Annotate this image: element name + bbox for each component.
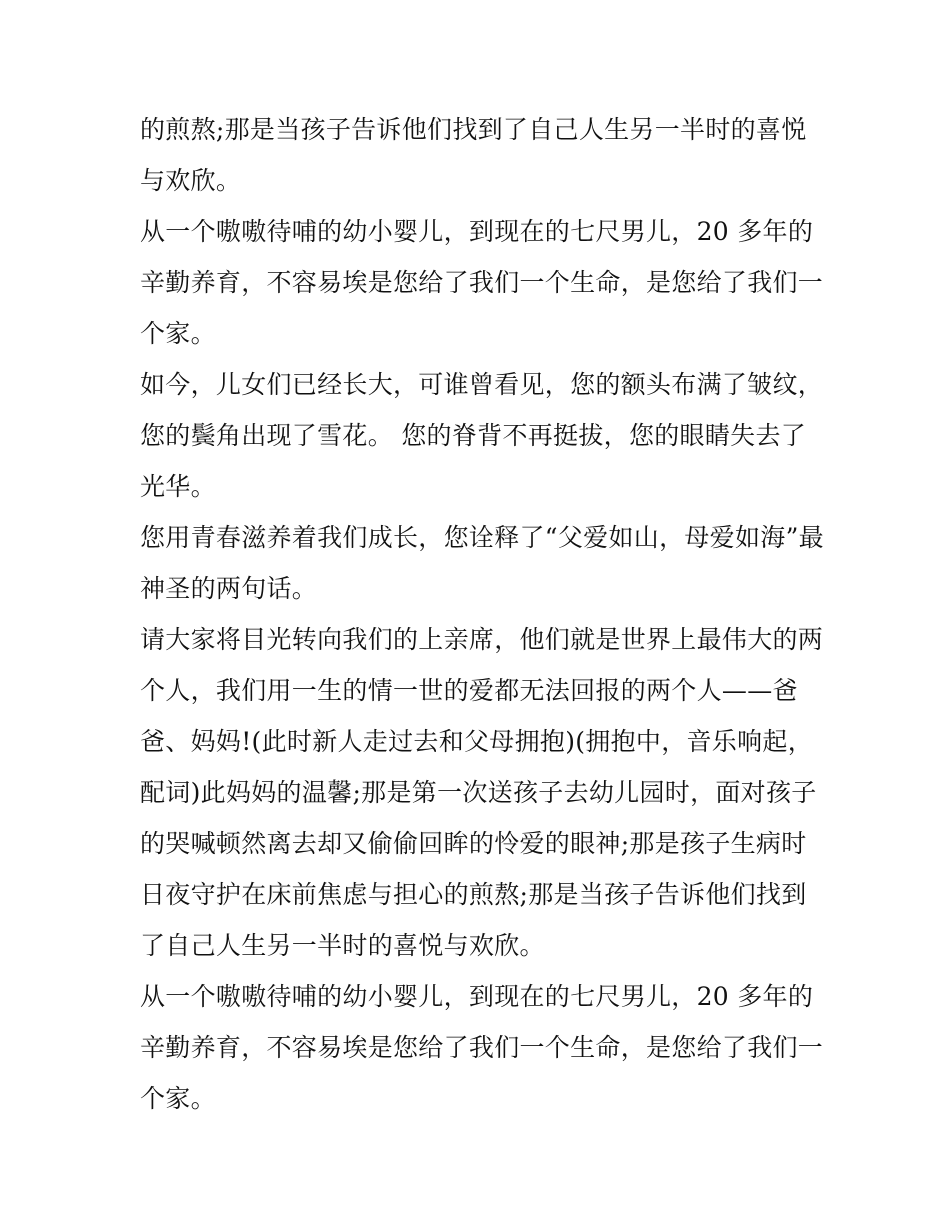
text-line-7: 您的鬓角出现了雪花。 您的脊背不再挺拔，您的眼睛失去了 <box>140 421 807 450</box>
text-line-8: 光华。 <box>140 472 216 501</box>
text-line-2: 与欢欣。 <box>140 166 242 195</box>
text-line-5: 个家。 <box>140 319 216 348</box>
document-body <box>140 104 824 1124</box>
text-line-12: 个人，我们用一生的情一世的爱都无法回报的两个人——爸 <box>140 676 798 705</box>
text-line-18: 从一个嗷嗷待哺的幼小婴儿，到现在的七尺男儿，20 多年的 <box>140 982 814 1011</box>
text-line-17: 了自己人生另一半时的喜悦与欢欣。 <box>140 931 545 960</box>
text-line-20: 个家。 <box>140 1084 216 1113</box>
text-line-4: 辛勤养育，不容易埃是您给了我们一个生命，是您给了我们一 <box>140 268 824 297</box>
text-line-15: 的哭喊顿然离去却又偷偷回眸的怜爱的眼神;那是孩子生病时 <box>140 829 807 858</box>
text-line-19: 辛勤养育，不容易埃是您给了我们一个生命，是您给了我们一 <box>140 1033 824 1062</box>
text-line-9: 您用青春滋养着我们成长，您诠释了“父爱如山，母爱如海”最 <box>140 523 824 552</box>
text-line-14: 配词)此妈妈的温馨;那是第一次送孩子去幼儿园时，面对孩子 <box>140 778 817 807</box>
text-line-3: 从一个嗷嗷待哺的幼小婴儿，到现在的七尺男儿，20 多年的 <box>140 217 814 246</box>
text-line-13: 爸、妈妈!(此时新人走过去和父母拥抱)(拥抱中，音乐响起， <box>140 727 814 756</box>
text-line-10: 神圣的两句话。 <box>140 574 318 603</box>
text-line-6: 如今，儿女们已经长大，可谁曾看见，您的额头布满了皱纹， <box>140 370 824 399</box>
text-line-11: 请大家将目光转向我们的上亲席，他们就是世界上最伟大的两 <box>140 625 824 654</box>
text-line-1: 的煎熬;那是当孩子告诉他们找到了自己人生另一半时的喜悦 <box>140 115 807 144</box>
text-line-16: 日夜守护在床前焦虑与担心的煎熬;那是当孩子告诉他们找到 <box>140 880 807 909</box>
